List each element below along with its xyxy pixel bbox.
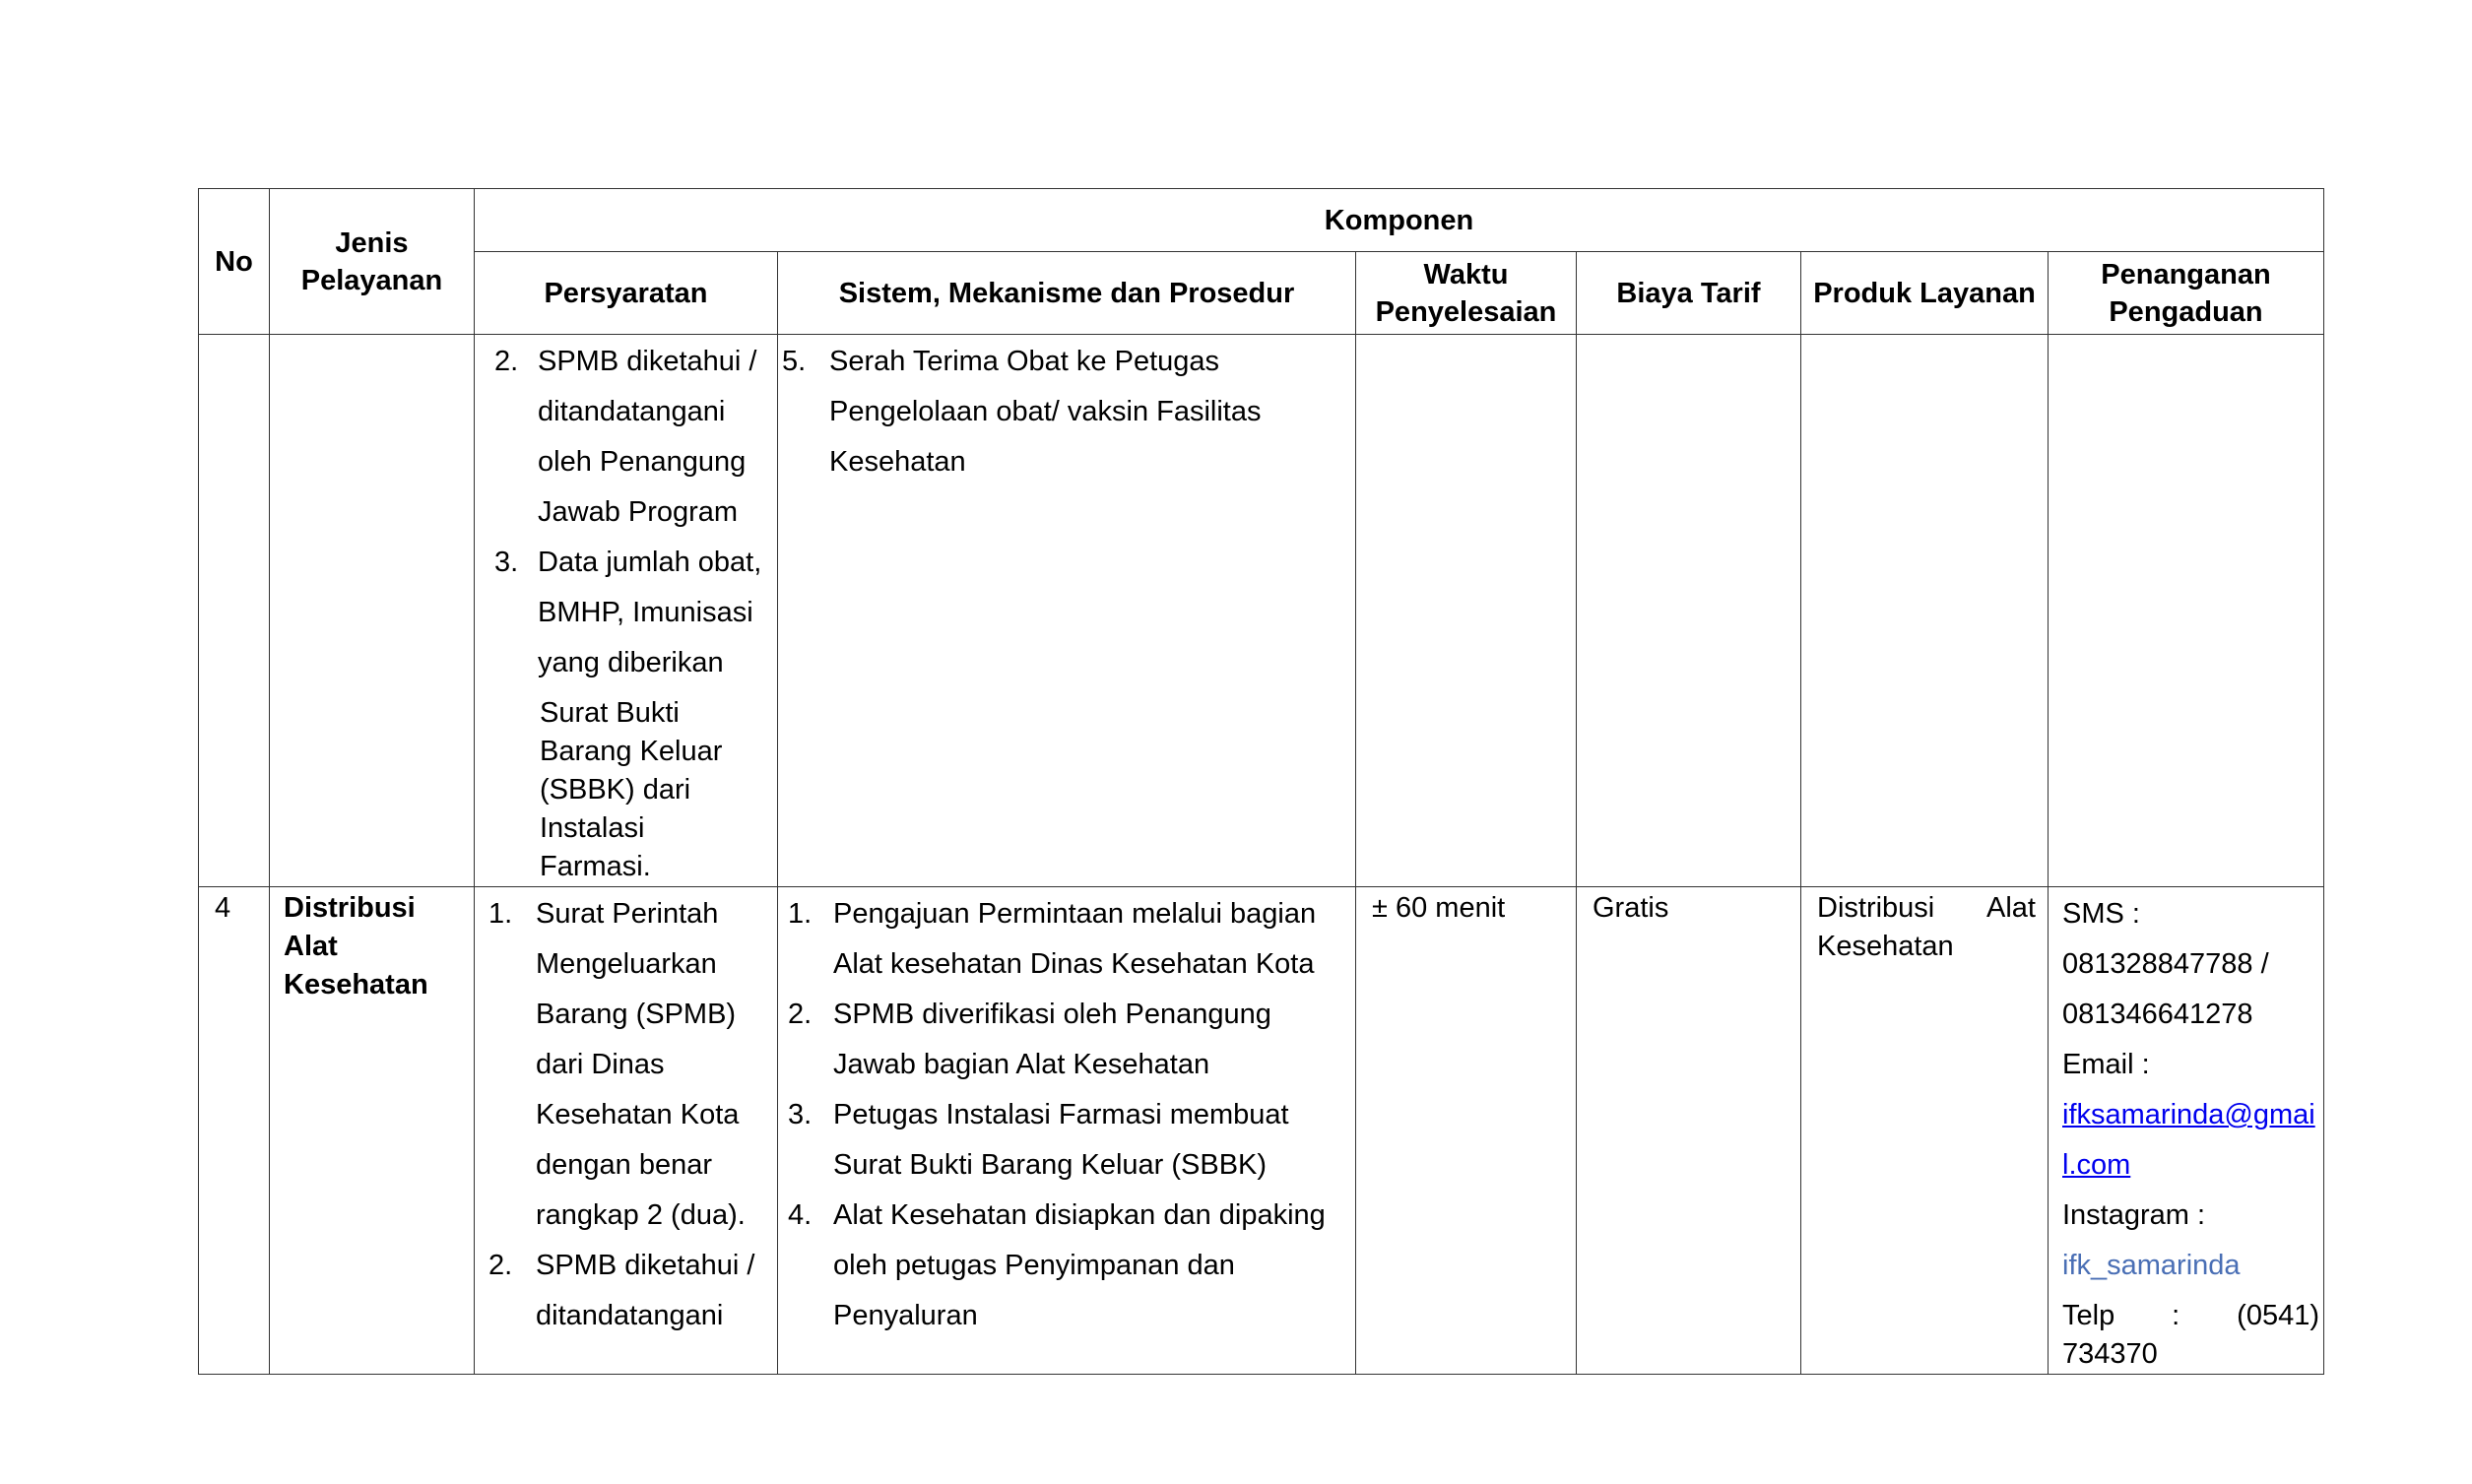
cell-biaya-empty xyxy=(1577,335,1801,887)
cell-jenis-empty xyxy=(270,335,475,887)
cell-biaya: Gratis xyxy=(1577,887,1801,1375)
cell-persyaratan xyxy=(475,887,778,1375)
list-item: 1. Surat Perintah Mengeluarkan Barang (SPMB) dari Dinas Kesehatan Kota dengan benar rangkap 2 (dua). xyxy=(488,898,746,1231)
header-persyaratan: Persyaratan xyxy=(475,252,778,335)
sms-numbers: 081328847788 / 081346641278 xyxy=(2062,948,2269,1030)
persyaratan-note: Surat Bukti Barang Keluar (SBBK) dari Instalasi Farmasi. xyxy=(540,697,723,882)
cell-no-empty xyxy=(199,335,270,887)
header-sistem: Sistem, Mekanisme dan Prosedur xyxy=(778,252,1356,335)
header-waktu: Waktu Penyelesaian xyxy=(1356,252,1577,335)
telp-number: 734370 xyxy=(2062,1338,2158,1370)
cell-pengaduan xyxy=(2049,887,2324,1375)
instagram-handle[interactable]: ifk_samarinda xyxy=(2062,1250,2241,1281)
header-produk: Produk Layanan xyxy=(1801,252,2049,335)
sms-label: SMS : xyxy=(2062,898,2140,930)
list-item: 2. SPMB diverifikasi oleh Penangung Jawab bagian Alat Kesehatan xyxy=(788,999,1271,1080)
cell-waktu-empty xyxy=(1356,335,1577,887)
header-no: No xyxy=(199,189,270,335)
header-jenis-pelayanan: Jenis Pelayanan xyxy=(270,189,475,335)
list-item: 1. Pengajuan Permintaan melalui bagian Alat kesehatan Dinas Kesehatan Kota xyxy=(788,898,1317,980)
cell-sistem xyxy=(778,887,1356,1375)
header-komponen: Komponen xyxy=(475,189,2324,252)
telp-separator: : xyxy=(2172,1300,2180,1331)
table-row-continued xyxy=(199,335,2324,887)
cell-no: 4 xyxy=(199,887,270,1375)
cell-jenis: Distribusi Alat Kesehatan xyxy=(270,887,475,1375)
telp-code: (0541) xyxy=(2237,1300,2319,1331)
produk-word: Distribusi xyxy=(1817,892,1935,924)
telp-row xyxy=(2062,1291,2319,1335)
header-penanganan: Penanganan Pengaduan xyxy=(2049,252,2324,335)
cell-persyaratan-continued xyxy=(475,335,778,887)
produk-word: Kesehatan xyxy=(1817,931,1954,962)
email-label: Email : xyxy=(2062,1049,2150,1080)
produk-word: Alat xyxy=(1986,892,2036,924)
list-item: 2. SPMB diketahui / ditandatangani xyxy=(488,1250,755,1331)
cell-sistem-continued xyxy=(778,335,1356,887)
list-item: 4. Alat Kesehatan disiapkan dan dipaking oleh petugas Penyimpanan dan Penyaluran xyxy=(788,1199,1326,1331)
email-link[interactable]: ifksamarinda@gmail.com xyxy=(2062,1099,2315,1181)
list-item: 3. Data jumlah obat, BMHP, Imunisasi yang diberikan xyxy=(494,547,762,678)
list-item: 2. SPMB diketahui / ditandatangani oleh Penangung Jawab Program xyxy=(494,346,757,528)
list-item: 5. Serah Terima Obat ke Petugas Pengelolaan obat/ vaksin Fasilitas Kesehatan xyxy=(782,346,1262,478)
cell-produk xyxy=(1801,887,2049,1375)
table-row xyxy=(199,887,2324,1375)
list-item: 3. Petugas Instalasi Farmasi membuat Surat Bukti Barang Keluar (SBBK) xyxy=(788,1099,1289,1181)
cell-waktu: ± 60 menit xyxy=(1356,887,1577,1375)
telp-label: Telp xyxy=(2062,1300,2115,1331)
service-standard-table xyxy=(198,188,2324,1375)
cell-pengaduan-empty xyxy=(2049,335,2324,887)
instagram-label: Instagram : xyxy=(2062,1199,2206,1231)
header-biaya: Biaya Tarif xyxy=(1577,252,1801,335)
cell-produk-empty xyxy=(1801,335,2049,887)
